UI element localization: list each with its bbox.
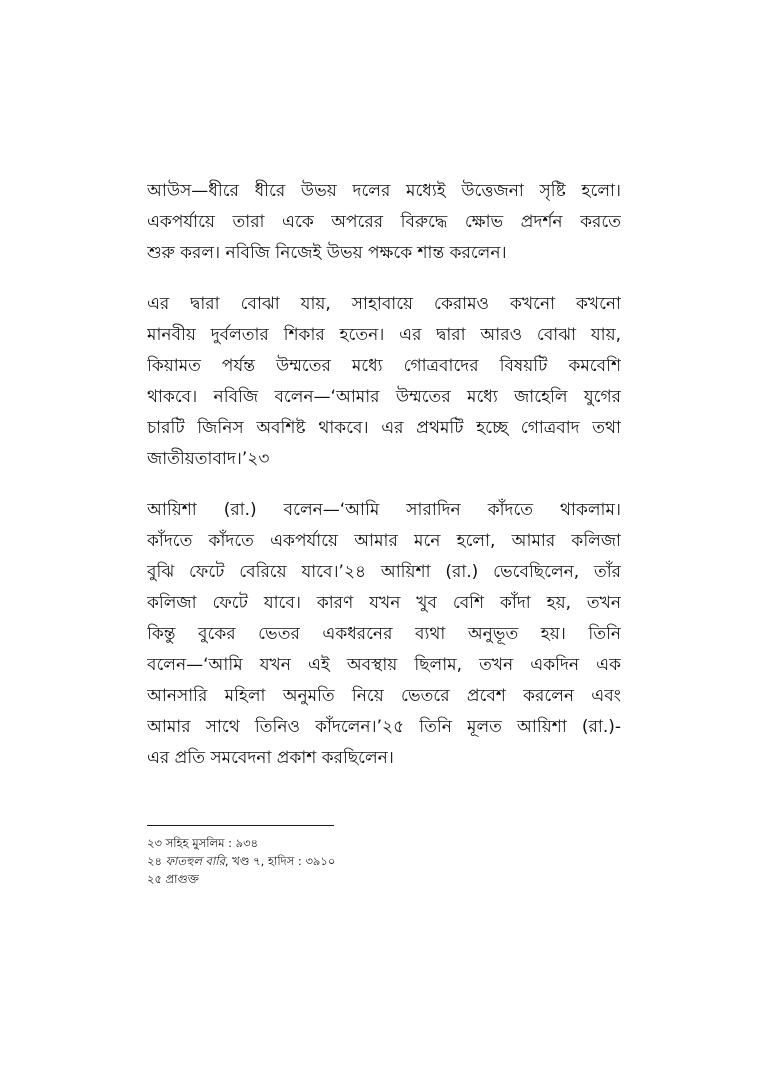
text-line: জাতীয়তাবাদ।’২৩ [147,449,270,469]
text-line: একপর্যায়ে তারা একে অপরের বিরুদ্ধে ক্ষোভ প্রদর্শন করতে [147,212,621,232]
footnote-25: ২৫ প্রাগুক্ত [147,872,199,886]
paragraph-2 [147,289,621,475]
footnote-book-title: ফাতহুল বারি [165,854,225,868]
text-line: মানবীয় দুর্বলতার শিকার হতেন। এর দ্বারা আরও বোঝা যায়, [147,325,621,345]
text-line: বুঝি ফেটে বেরিয়ে যাবে।’২৪ আয়িশা (রা.) ভেবেছিলেন, তাঁর [147,562,621,582]
text-line: শুরু করল। নবিজি নিজেই উভয় পক্ষকে শান্ত করলেন। [147,243,507,263]
footnote-reference: , খণ্ড ৭, হাদিস : ৩৯১০ [224,854,336,868]
text-line: এর দ্বারা বোঝা যায়, সাহাবায়ে কেরামও কখনো কখনো [147,294,621,314]
body-text [147,176,621,794]
text-line: থাকবে। নবিজি বলেন—‘আমার উম্মতের মধ্যে জাহেলি যুগের [147,387,621,407]
paragraph-3 [147,495,621,774]
text-line: কলিজা ফেটে যাবে। কারণ যখন খুব বেশি কাঁদা হয়, তখন [147,593,621,613]
paragraph-1 [147,176,621,269]
text-line: চারটি জিনিস অবশিষ্ট থাকবে। এর প্রথমটি হচ্ছে গোত্রবাদ তথা [147,418,621,438]
footnote-23: ২৩ সহিহ মুসলিম : ৯৩৪ [147,836,259,850]
text-line: কিন্তু বুকের ভেতর একধরনের ব্যথা অনুভূত হয়। তিনি [147,624,621,644]
text-line: কিয়ামত পর্যন্ত উম্মতের মধ্যে গোত্রবাদের বিষয়টি কমবেশি [147,356,621,376]
text-line: আমার সাথে তিনিও কাঁদলেন।’২৫ তিনি মূলত আয়িশা (রা.)- [147,717,621,737]
text-line: আনসারি মহিলা অনুমতি নিয়ে ভেতরে প্রবেশ করলেন এবং [147,686,621,706]
text-line: কাঁদতে কাঁদতে একপর্যায়ে আমার মনে হলো, আমার কলিজা [147,531,621,551]
footnote-divider [147,825,334,826]
text-line: আউস—ধীরে ধীরে উভয় দলের মধ্যেই উত্তেজনা সৃষ্টি হলো। [147,181,621,201]
footnote-24 [147,852,447,870]
text-line: এর প্রতি সমবেদনা প্রকাশ করছিলেন। [147,748,394,768]
text-line: আয়িশা (রা.) বলেন—‘আমি সারাদিন কাঁদতে থাকলাম। [147,500,621,520]
text-line: বলেন—‘আমি যখন এই অবস্থায় ছিলাম, তখন একদিন এক [147,655,621,675]
footnotes [147,825,447,888]
footnote-number: ২৪ [147,854,162,868]
